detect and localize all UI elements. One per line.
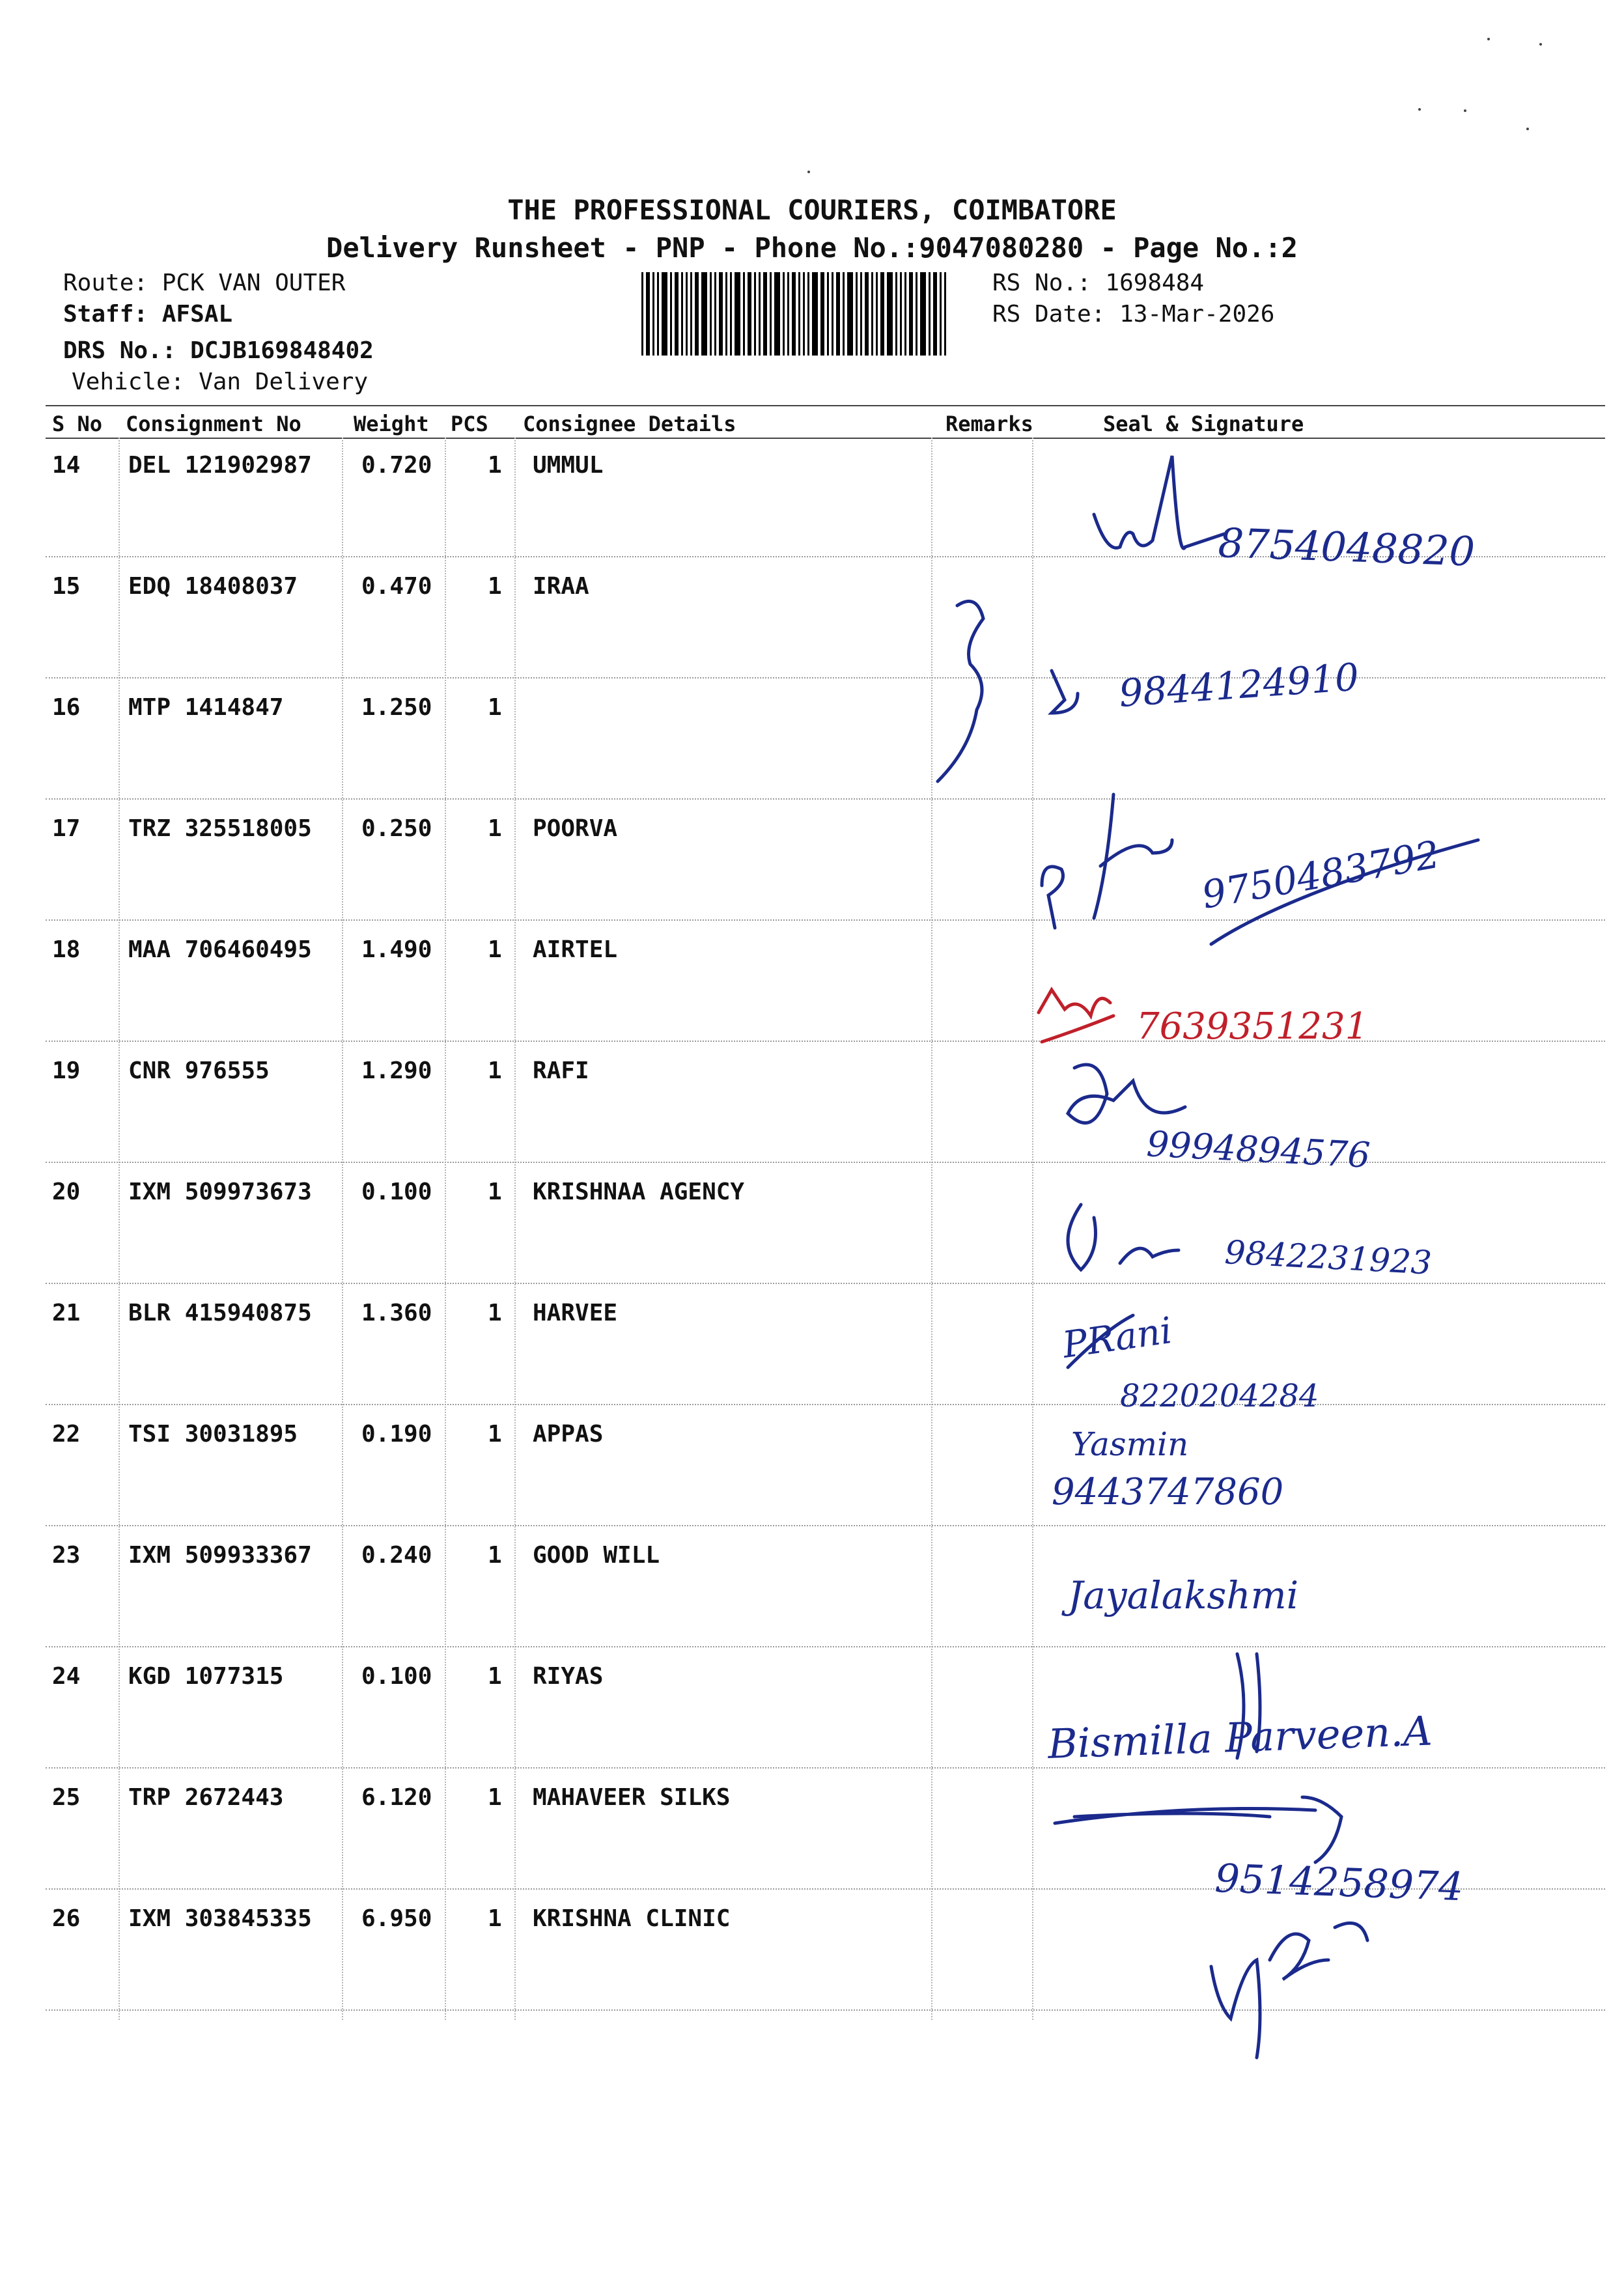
barcode-bar xyxy=(735,272,740,356)
barcode-bar xyxy=(865,272,869,356)
row-sno: 16 xyxy=(52,694,81,721)
barcode-bar xyxy=(900,272,902,356)
row-sno: 20 xyxy=(52,1179,81,1205)
row-consignment-no: TRP 2672443 xyxy=(128,1784,284,1811)
row-consignment-no: BLR 415940875 xyxy=(128,1300,312,1326)
signature-scribble xyxy=(1211,1923,1367,2058)
row-weight: 0.240 xyxy=(361,1542,432,1569)
row-sno: 17 xyxy=(52,815,81,842)
handwritten-name: Jayalakshmi xyxy=(1068,1573,1299,1617)
row-consignee: MAHAVEER SILKS xyxy=(533,1784,731,1811)
barcode-bar xyxy=(675,272,679,356)
row-weight: 0.100 xyxy=(361,1663,432,1690)
drs-number: DRS No.: DCJB169848402 xyxy=(63,337,374,364)
row-consignee: POORVA xyxy=(533,815,618,842)
barcode-bar xyxy=(743,272,745,356)
barcode-bar xyxy=(770,272,772,356)
company-title: THE PROFESSIONAL COURIERS, COIMBATORE xyxy=(507,194,1117,226)
row-consignment-no: TSI 30031895 xyxy=(128,1421,298,1448)
col-seal-header: Seal & Signature xyxy=(1103,412,1304,436)
vehicle-label: Vehicle: Van Delivery xyxy=(72,369,369,395)
col-consignment-header: Consignment No xyxy=(126,412,301,436)
row-pcs: 1 xyxy=(488,1179,502,1205)
header-divider xyxy=(46,405,1605,406)
row-divider xyxy=(46,1162,1605,1163)
row-consignment-no: CNR 976555 xyxy=(128,1057,270,1084)
row-weight: 1.250 xyxy=(361,694,432,721)
barcode-bar xyxy=(920,272,926,356)
barcode-bar xyxy=(940,272,942,356)
col-divider xyxy=(514,438,516,2020)
barcode-bar xyxy=(787,272,789,356)
scan-speck xyxy=(1487,38,1490,40)
barcode-bar xyxy=(646,272,650,356)
row-weight: 1.490 xyxy=(361,936,432,963)
scan-speck xyxy=(1539,43,1542,46)
row-weight: 1.290 xyxy=(361,1057,432,1084)
header-underline xyxy=(46,438,1605,439)
barcode-bar xyxy=(754,272,756,356)
barcode-bar xyxy=(792,272,796,356)
barcode-bar xyxy=(759,272,761,356)
row-divider xyxy=(46,1525,1605,1526)
scan-speck xyxy=(1526,128,1529,130)
barcode-bar xyxy=(836,272,840,356)
route-label: Route: PCK VAN OUTER xyxy=(63,270,346,296)
row-pcs: 1 xyxy=(488,936,502,963)
handwritten-phone: 7639351231 xyxy=(1136,1005,1369,1048)
scan-speck xyxy=(1418,108,1421,111)
row-consignee: KRISHNAA AGENCY xyxy=(533,1179,745,1205)
scan-speck xyxy=(807,171,810,173)
row-weight: 0.470 xyxy=(361,573,432,600)
barcode-bar xyxy=(832,272,833,356)
signature-scribble xyxy=(938,601,983,781)
row-sno: 14 xyxy=(52,452,81,479)
barcode-bar xyxy=(944,272,946,356)
barcode-bar xyxy=(710,272,712,356)
row-consignment-no: IXM 509933367 xyxy=(128,1542,312,1569)
row-consignment-no: MTP 1414847 xyxy=(128,694,284,721)
row-weight: 0.190 xyxy=(361,1421,432,1448)
row-sno: 23 xyxy=(52,1542,81,1569)
col-divider xyxy=(342,438,343,2020)
barcode-bar xyxy=(807,272,809,356)
row-pcs: 1 xyxy=(488,1784,502,1811)
row-weight: 6.120 xyxy=(361,1784,432,1811)
barcode-bar xyxy=(714,272,716,356)
barcode-bar xyxy=(916,272,917,356)
row-consignee: IRAA xyxy=(533,573,589,600)
barcode-bar xyxy=(847,272,853,356)
row-pcs: 1 xyxy=(488,1542,502,1569)
signature-scribble xyxy=(1055,1797,1341,1862)
barcode-bar xyxy=(812,272,818,356)
handwritten-phone: 9842231923 xyxy=(1224,1233,1433,1282)
col-divider xyxy=(119,438,120,2020)
col-pcs-header: PCS xyxy=(451,412,488,436)
runsheet-subtitle: Delivery Runsheet - PNP - Phone No.:9047080280 - Page No.:2 xyxy=(326,232,1298,264)
signature-scribble xyxy=(1068,1065,1185,1123)
row-divider xyxy=(46,798,1605,800)
row-consignment-no: KGD 1077315 xyxy=(128,1663,284,1690)
row-sno: 26 xyxy=(52,1905,81,1932)
row-weight: 0.100 xyxy=(361,1179,432,1205)
row-weight: 1.360 xyxy=(361,1300,432,1326)
barcode-bar xyxy=(933,272,937,356)
row-divider xyxy=(46,556,1605,557)
row-pcs: 1 xyxy=(488,1663,502,1690)
row-sno: 19 xyxy=(52,1057,81,1084)
row-sno: 25 xyxy=(52,1784,81,1811)
barcode-bar xyxy=(871,272,873,356)
signature-scribble xyxy=(1237,1654,1260,1758)
barcode-bar xyxy=(876,272,878,356)
row-consignee: HARVEE xyxy=(533,1300,618,1326)
row-pcs: 1 xyxy=(488,694,502,721)
row-divider xyxy=(46,1646,1605,1647)
signature-scribble xyxy=(1068,1315,1133,1367)
row-pcs: 1 xyxy=(488,1300,502,1326)
barcode-bar xyxy=(652,272,654,356)
handwritten-phone: 9750483792 xyxy=(1198,832,1443,917)
row-consignee: AIRTEL xyxy=(533,936,618,963)
barcode-bar xyxy=(929,272,931,356)
barcode-bar xyxy=(856,272,858,356)
row-pcs: 1 xyxy=(488,1421,502,1448)
col-remarks-header: Remarks xyxy=(945,412,1033,436)
row-consignee: GOOD WILL xyxy=(533,1542,660,1569)
barcode-bar xyxy=(701,272,707,356)
barcode-bar xyxy=(895,272,897,356)
barcode-bar xyxy=(904,272,906,356)
barcode-bar xyxy=(798,272,800,356)
row-divider xyxy=(46,1404,1605,1405)
row-pcs: 1 xyxy=(488,452,502,479)
barcode-bar xyxy=(783,272,785,356)
handwritten-phone: 9844124910 xyxy=(1117,654,1361,716)
row-divider xyxy=(46,677,1605,678)
row-sno: 22 xyxy=(52,1421,81,1448)
col-divider xyxy=(1032,438,1033,2020)
scan-speck xyxy=(1464,109,1466,112)
signature-scribble xyxy=(1094,456,1224,548)
barcode-bar xyxy=(657,272,659,356)
row-consignment-no: MAA 706460495 xyxy=(128,936,312,963)
barcode-bar xyxy=(880,272,884,356)
barcode-bar xyxy=(843,272,845,356)
barcode xyxy=(641,272,980,356)
barcode-bar xyxy=(763,272,767,356)
row-weight: 0.250 xyxy=(361,815,432,842)
barcode-bar xyxy=(641,272,643,356)
barcode-bar xyxy=(748,272,751,356)
row-sno: 15 xyxy=(52,573,81,600)
row-consignee: UMMUL xyxy=(533,452,604,479)
row-divider xyxy=(46,1283,1605,1284)
barcode-bar xyxy=(774,272,780,356)
rs-date: RS Date: 13-Mar-2026 xyxy=(992,301,1275,328)
staff-label: Staff: AFSAL xyxy=(63,301,233,328)
handwritten-phone: 8754048820 xyxy=(1217,519,1476,576)
handwritten-name: Yasmin xyxy=(1071,1425,1189,1463)
barcode-bar xyxy=(803,272,805,356)
row-consignment-no: IXM 509973673 xyxy=(128,1179,312,1205)
row-divider xyxy=(46,1888,1605,1890)
row-pcs: 1 xyxy=(488,1905,502,1932)
row-pcs: 1 xyxy=(488,573,502,600)
col-consignee-header: Consignee Details xyxy=(523,412,736,436)
barcode-bar xyxy=(820,272,824,356)
barcode-bar xyxy=(681,272,683,356)
row-weight: 6.950 xyxy=(361,1905,432,1932)
barcode-bar xyxy=(860,272,862,356)
signature-scribble xyxy=(1042,794,1172,928)
row-sno: 24 xyxy=(52,1663,81,1690)
row-sno: 18 xyxy=(52,936,81,963)
barcode-bar xyxy=(887,272,893,356)
col-divider xyxy=(445,438,446,2020)
barcode-bar xyxy=(690,272,692,356)
row-divider xyxy=(46,1767,1605,1769)
row-divider xyxy=(46,919,1605,921)
barcode-bar xyxy=(670,272,672,356)
barcode-bar xyxy=(909,272,913,356)
signature-scribble xyxy=(1068,1205,1179,1270)
row-consignment-no: EDQ 18408037 xyxy=(128,573,298,600)
row-consignment-no: DEL 121902987 xyxy=(128,452,312,479)
barcode-bar xyxy=(725,272,727,356)
row-sno: 21 xyxy=(52,1300,81,1326)
barcode-bar xyxy=(719,272,723,356)
barcode-bar xyxy=(686,272,688,356)
row-divider xyxy=(46,2009,1605,2011)
barcode-bar xyxy=(827,272,829,356)
col-weight-header: Weight xyxy=(354,412,429,436)
rs-number: RS No.: 1698484 xyxy=(992,270,1205,296)
handwritten-phone: 9994894576 xyxy=(1145,1123,1371,1176)
signature-scribble xyxy=(1211,840,1478,944)
barcode-bar xyxy=(730,272,732,356)
signature-scribble xyxy=(1039,990,1113,1042)
row-pcs: 1 xyxy=(488,815,502,842)
row-consignee: APPAS xyxy=(533,1421,604,1448)
col-divider xyxy=(931,438,932,2020)
row-consignment-no: TRZ 325518005 xyxy=(128,815,312,842)
barcode-bar xyxy=(695,272,699,356)
row-weight: 0.720 xyxy=(361,452,432,479)
handwritten-name: PRani xyxy=(1059,1309,1175,1367)
row-consignee: RAFI xyxy=(533,1057,589,1084)
row-consignee: KRISHNA CLINIC xyxy=(533,1905,731,1932)
row-consignee: RIYAS xyxy=(533,1663,604,1690)
barcode-bar xyxy=(662,272,667,356)
handwritten-phone: 8220204284 xyxy=(1120,1378,1319,1414)
row-divider xyxy=(46,1041,1605,1042)
row-pcs: 1 xyxy=(488,1057,502,1084)
handwritten-phone: 9514258974 xyxy=(1214,1856,1464,1910)
col-sno-header: S No xyxy=(52,412,103,436)
handwritten-phone: 9443747860 xyxy=(1052,1471,1284,1513)
handwritten-name: Bismilla Parveen.A xyxy=(1046,1707,1433,1768)
row-consignment-no: IXM 303845335 xyxy=(128,1905,312,1932)
